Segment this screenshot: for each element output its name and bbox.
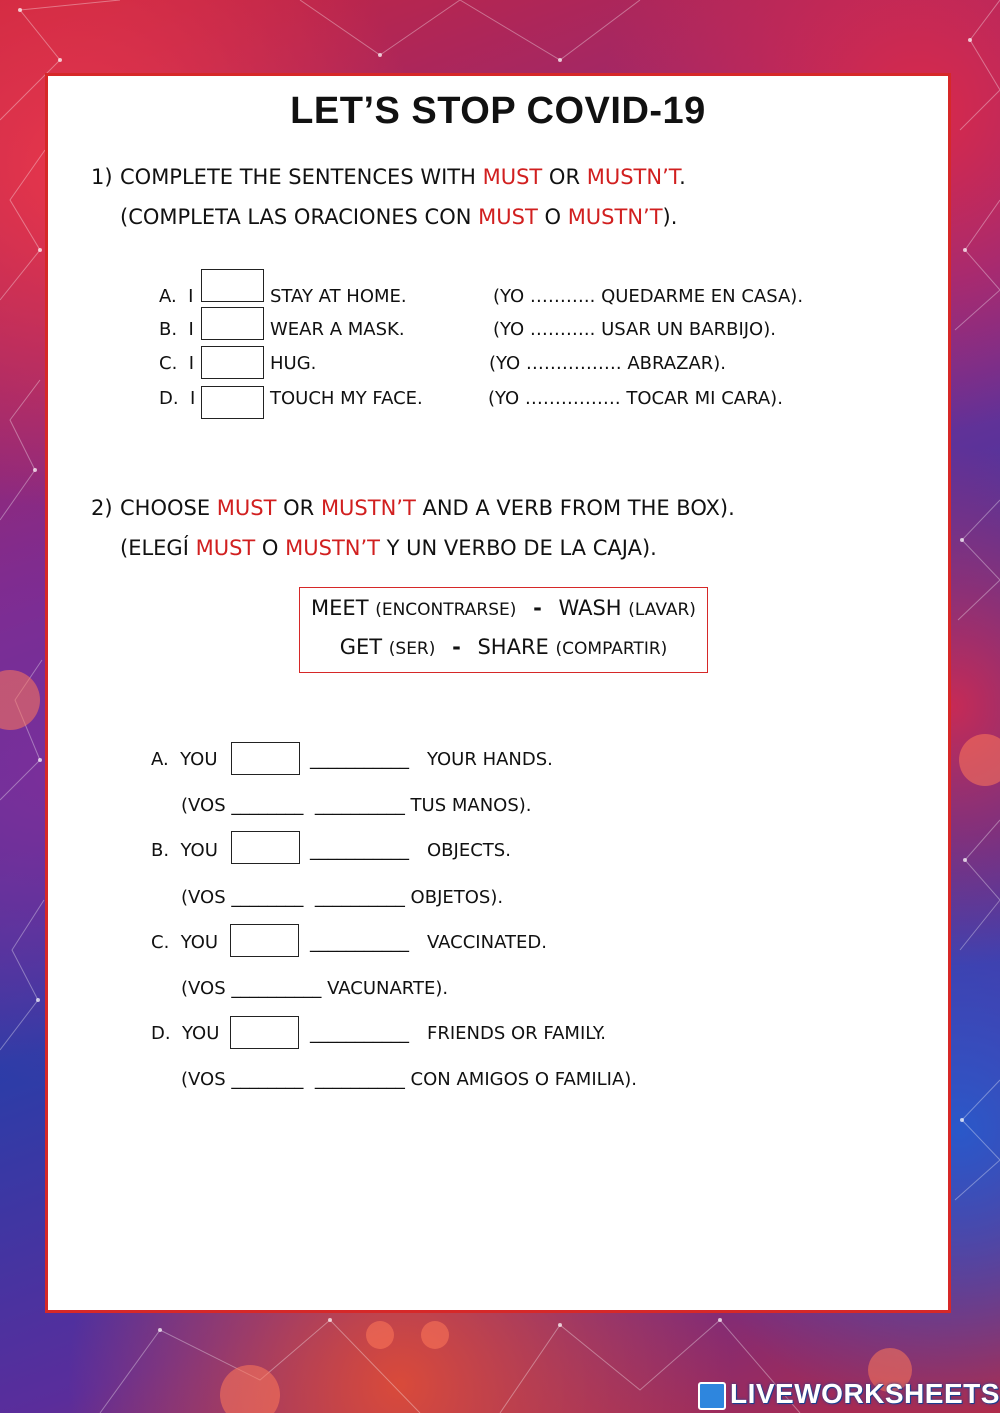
item-subject: YOU [180, 749, 218, 770]
answer-box-2d[interactable] [230, 1016, 299, 1049]
item-subject: I [190, 388, 196, 409]
translation-blank[interactable]: ________ [231, 795, 304, 816]
instruction-text: COMPLETE THE SENTENCES WITH [120, 165, 483, 189]
list-item-1a [159, 286, 193, 307]
keyword-mustnt: MUSTN’T [285, 536, 380, 560]
section2-number: 2) [91, 496, 113, 520]
list-item-2a [151, 749, 218, 770]
item-subject: I [188, 353, 195, 374]
keyword-must: MUST [216, 496, 277, 520]
answer-box-1a[interactable] [201, 269, 264, 302]
verb-translation: (LAVAR) [628, 600, 696, 620]
item-translation: (YO ……………. TOCAR MI CARA). [488, 388, 783, 409]
item-text: YOUR HANDS. [427, 749, 553, 770]
verb-blank[interactable]: ___________ [310, 932, 409, 953]
translation-text: (VOS [181, 1069, 226, 1090]
verb-word: GET [339, 635, 383, 659]
instruction-text: OR [542, 165, 587, 189]
list-item-2b [151, 840, 218, 861]
instruction-text: ). [662, 205, 678, 229]
keyword-must: MUST [195, 536, 256, 560]
item-translation [181, 978, 448, 999]
keyword-mustnt: MUSTN’T [567, 205, 663, 229]
answer-box-1c[interactable] [201, 346, 264, 379]
list-item-2c [151, 932, 218, 953]
item-subject: I [188, 286, 194, 307]
verb-box [299, 587, 708, 673]
instruction-text: O [255, 536, 286, 560]
answer-box-1d[interactable] [201, 386, 264, 419]
item-letter: C. [151, 932, 170, 953]
item-subject: YOU [180, 840, 218, 861]
item-text: HUG. [270, 353, 317, 374]
logo-text: LIVEWORKSHEETS [730, 1378, 1000, 1409]
keyword-mustnt: MUSTN’T [586, 165, 680, 189]
section1-number: 1) [91, 165, 113, 189]
instruction-text: Y UN VERBO DE LA CAJA). [379, 536, 657, 560]
item-translation: (YO ……….. USAR UN BARBIJO). [493, 319, 776, 340]
list-item-1b [159, 319, 194, 340]
instruction-text: . [679, 165, 686, 189]
section1-instruction-es [120, 205, 677, 229]
answer-box-2c[interactable] [230, 924, 299, 957]
item-letter: B. [159, 319, 178, 340]
item-translation: (YO ……….. QUEDARME EN CASA). [493, 286, 804, 307]
item-subject: YOU [180, 932, 219, 953]
translation-text: (VOS [181, 887, 226, 908]
item-letter: B. [151, 840, 170, 861]
verb-blank[interactable]: ___________ [310, 1023, 409, 1044]
verb-translation: (ENCONTRARSE) [375, 600, 517, 620]
verb-word: MEET [311, 596, 369, 620]
section2-instruction-en [120, 496, 735, 520]
page-title: LET’S STOP COVID-19 [290, 90, 706, 132]
verb-word: SHARE [477, 635, 549, 659]
item-translation [181, 1069, 637, 1090]
item-text: WEAR A MASK. [270, 319, 405, 340]
verb-translation: (SER) [388, 639, 436, 659]
verb-translation: (COMPARTIR) [555, 639, 668, 659]
item-subject: I [188, 319, 194, 340]
verb-separator: - [533, 596, 542, 620]
logo-icon [698, 1382, 726, 1410]
translation-text: (VOS [181, 795, 226, 816]
verb-word: WASH [558, 596, 622, 620]
list-item-2d [151, 1023, 219, 1044]
verb-blank[interactable]: ___________ [310, 840, 409, 861]
answer-box-2b[interactable] [231, 831, 300, 864]
verb-separator: - [452, 635, 461, 659]
translation-blank[interactable]: __________ [314, 887, 405, 908]
translation-blank[interactable]: ________ [231, 1069, 304, 1090]
translation-text: TUS MANOS). [410, 795, 532, 816]
instruction-text: CHOOSE [120, 496, 217, 520]
answer-box-2a[interactable] [231, 742, 300, 775]
item-letter: A. [159, 286, 177, 307]
item-translation [181, 887, 503, 908]
translation-text: CON AMIGOS O FAMILIA). [410, 1069, 638, 1090]
keyword-must: MUST [482, 165, 543, 189]
section2-instruction-es [120, 536, 657, 560]
answer-box-1b[interactable] [201, 307, 264, 340]
list-item-1d [159, 388, 195, 409]
item-letter: D. [151, 1023, 171, 1044]
translation-text: OBJETOS). [410, 887, 504, 908]
keyword-mustnt: MUSTN’T [320, 496, 416, 520]
keyword-must: MUST [478, 205, 538, 229]
verb-box-line-1 [300, 596, 707, 620]
item-translation: (YO ……………. ABRAZAR). [489, 353, 727, 374]
item-letter: D. [159, 388, 179, 409]
instruction-text: O [537, 205, 568, 229]
instruction-text: OR [276, 496, 321, 520]
instruction-text: AND A VERB FROM THE BOX). [415, 496, 735, 520]
instruction-text: (COMPLETA LAS ORACIONES CON [120, 205, 479, 229]
translation-text: (VOS [181, 978, 226, 999]
section1-instruction-en [120, 165, 686, 189]
verb-box-line-2 [300, 635, 707, 659]
translation-blank[interactable]: __________ [231, 978, 322, 999]
item-letter: C. [159, 353, 178, 374]
item-subject: YOU [182, 1023, 220, 1044]
translation-blank[interactable]: __________ [314, 1069, 405, 1090]
item-text: STAY AT HOME. [270, 286, 407, 307]
translation-blank[interactable]: ________ [231, 887, 304, 908]
verb-blank[interactable]: ___________ [310, 749, 409, 770]
list-item-1c [159, 353, 194, 374]
item-text: OBJECTS. [427, 840, 511, 861]
translation-blank[interactable]: __________ [314, 795, 405, 816]
item-translation [181, 795, 532, 816]
translation-text: VACUNARTE). [327, 978, 449, 999]
item-text: TOUCH MY FACE. [270, 388, 423, 409]
liveworksheets-logo[interactable] [698, 1378, 1000, 1410]
worksheet [45, 73, 951, 1313]
item-text: FRIENDS OR FAMILY. [427, 1023, 606, 1044]
item-letter: A. [151, 749, 169, 770]
item-text: VACCINATED. [427, 932, 547, 953]
instruction-text: (ELEGÍ [120, 536, 196, 560]
